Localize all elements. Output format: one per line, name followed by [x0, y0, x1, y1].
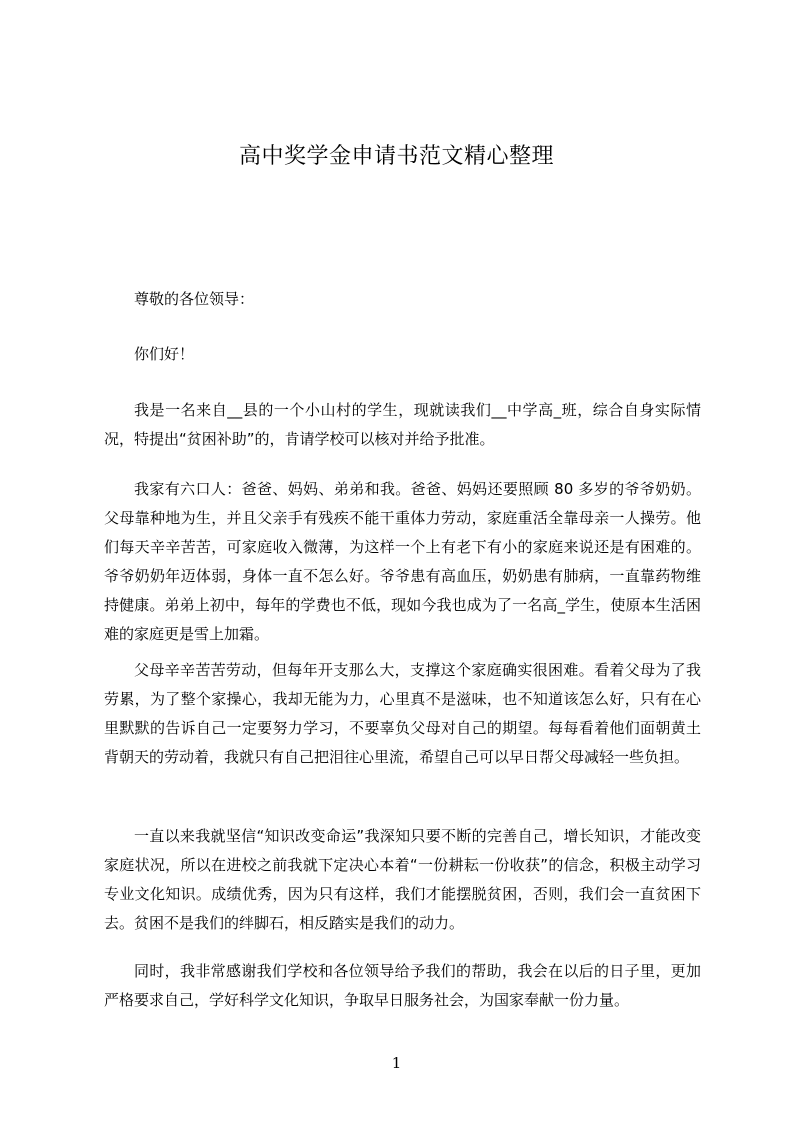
paragraph-text: 父母辛辛苦苦劳动，但每年开支那么大，支撑这个家庭确实很困难。看着父母为了我劳累，为了整个家操心，我却无能为力，心里真不是滋味，也不知道该怎么好，只有在心里默默的告诉自己一定要努力学习，不要辜负父母对自己的期望。每每看着他们面朝黄土背朝天的劳动着，我就只有自己把泪往心里流，希望自己可以早日帮父母减轻一些负担。: [104, 661, 701, 766]
greeting-text: 你们好！: [134, 345, 195, 363]
paragraph-text: 我是一名来自__县的一个小山村的学生，现就读我们__中学高_班，综合自身实际情况，特提出“贫困补助”的，肯请学校可以核对并给予批准。: [104, 401, 701, 448]
paragraph-2: [104, 475, 701, 649]
paragraph-5: [104, 957, 701, 1015]
paragraph-1: [104, 396, 701, 454]
paragraph-text: 我家有六口人：爸爸、妈妈、弟弟和我。爸爸、妈妈还要照顾 80 多岁的爷爷奶奶。父母靠种地为生，并且父亲手有残疾不能干重体力劳动，家庭重活全靠母亲一人操劳。他们每天辛辛苦苦，可家庭收入微薄，为这样一个上有老下有小的家庭来说还是有困难的。爷爷奶奶年迈体弱，身体一直不怎么好。爷爷患有高血压，奶奶患有肺病，一直靠药物维持健康。弟弟上初中，每年的学费也不低，现如今我也成为了一名高_学生，使原本生活困难的家庭更是雪上加霜。: [104, 480, 701, 643]
paragraph-text: 一直以来我就坚信“知识改变命运”我深知只要不断的完善自己，增长知识，才能改变家庭状况，所以在进校之前我就下定决心本着“一份耕耘一份收获”的信念，积极主动学习专业文化知识。成绩优秀，因为只有这样，我们才能摆脱贫困，否则，我们会一直贫困下去。贫困不是我们的绊脚石，相反踏实是我们的动力。: [104, 827, 701, 932]
greeting: [104, 340, 701, 369]
salutation-text: 尊敬的各位领导：: [134, 290, 255, 308]
page-title: 高中奖学金申请书范文精心整理: [238, 144, 554, 169]
paragraph-4: [104, 822, 701, 938]
page-number: 1: [391, 1054, 402, 1072]
salutation: [104, 285, 701, 314]
paragraph-text: 同时，我非常感谢我们学校和各位领导给予我们的帮助，我会在以后的日子里，更加严格要求自己，学好科学文化知识，争取早日服务社会，为国家奉献一份力量。: [104, 962, 701, 1009]
paragraph-3: [104, 656, 701, 772]
